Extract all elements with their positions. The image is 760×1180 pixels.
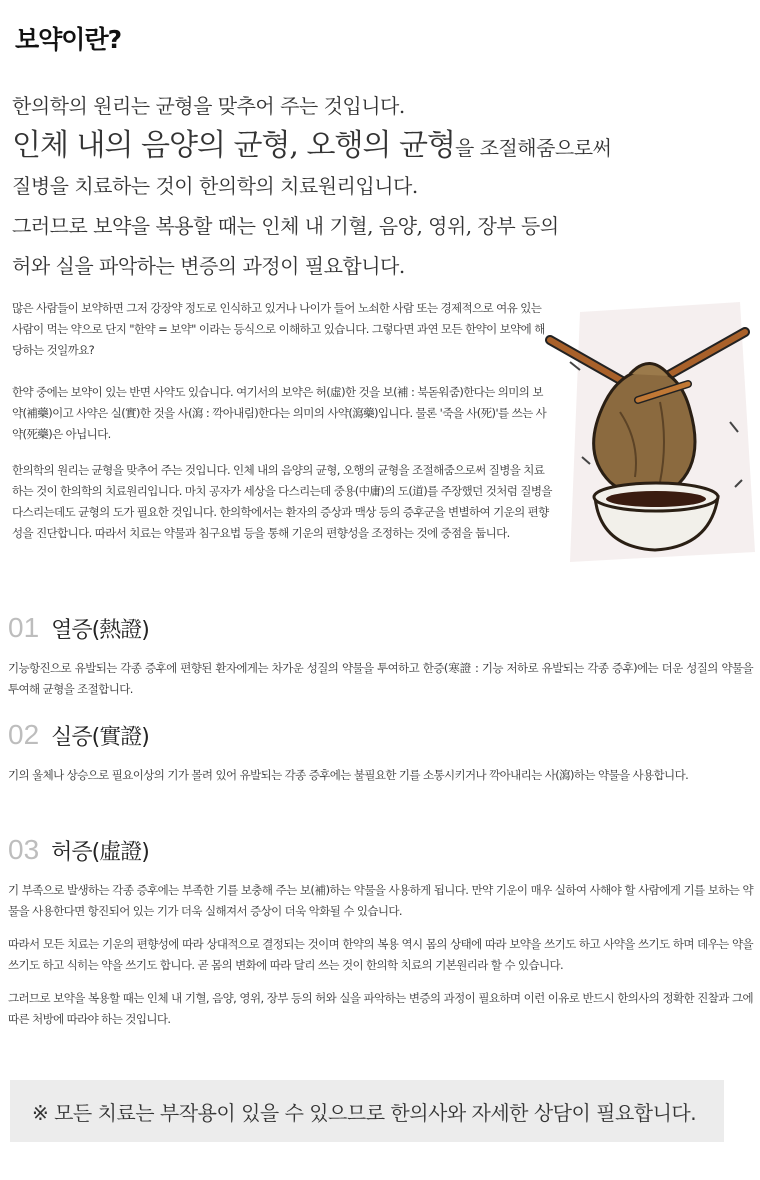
- section-title: 실증(實證): [51, 724, 149, 750]
- intro-line-3: 질병을 치료하는 것이 한의학의 치료원리입니다.: [12, 174, 418, 198]
- section-paragraph: 따라서 모든 치료는 기운의 편향성에 따라 상대적으로 결정되는 것이며 한약의 복용 역시 몸의 상태에 따라 보약을 쓰기도 하고 사약을 쓰기도 하며 데우는 약을 쓰기도 하고 식히는 약을 쓰기도 합니다. 곧 몸의 변화에 따라 달리 쓰는 것이 한의학 치료의 기본원리라 할 수 있습니다.: [8, 937, 753, 972]
- section-title: 허증(虛證): [51, 839, 149, 865]
- intro-line-2-tail: 을 조절해줌으로써: [454, 136, 612, 160]
- section-paragraph: 기능항진으로 유발되는 각종 증후에 편향된 환자에게는 차가운 성질의 약물을 투여하고 한증(寒證 : 기능 저하로 유발되는 각종 증후)에는 더운 성질의 약물을 투여해 균형을 조절합니다.: [8, 661, 753, 696]
- intro-emphasis: 인체 내의 음양의 균형, 오행의 균형: [12, 128, 455, 163]
- section-number: 02: [8, 719, 40, 750]
- section-number: 01: [8, 612, 40, 643]
- section-number: 03: [8, 834, 40, 865]
- intro-block: [12, 86, 752, 286]
- paragraph-3: 한의학의 원리는 균형을 맞추어 주는 것입니다. 인체 내의 음양의 균형, 오행의 균형을 조절해줌으로써 질병을 치료하는 것이 한의학의 치료원리입니다. 마치 공자가 세상을 다스리는데 중용(中庸)의 도(道)를 주장했던 것처럼 질병을 다스리는데도 균형의 도가 필요한 것입니다. 한의학에서는 환자의 증상과 맥상 등의 증후군을 변별하여 기운의 편향성을 진단합니다. 따라서 치료는 약물과 침구요법 등을 통해 기운의 편향성을 조정하는 것에 중점을 둡니다.: [12, 463, 552, 540]
- section-title: 열증(熱證): [51, 617, 149, 643]
- intro-line-1: 한의학의 원리는 균형을 맞추어 주는 것입니다.: [12, 94, 405, 118]
- section-paragraph: 그러므로 보약을 복용할 때는 인체 내 기혈, 음양, 영위, 장부 등의 허와 실을 파악하는 변증의 과정이 필요하며 이런 이유로 반드시 한의사의 정확한 진찰과 그에 따른 처방에 따라야 하는 것입니다.: [8, 991, 753, 1026]
- herbal-medicine-illustration: [540, 292, 760, 574]
- intro-line-2: [12, 126, 752, 166]
- page-title: 보약이란?: [15, 25, 122, 54]
- notice-box: [10, 1080, 724, 1142]
- section-paragraph: 기 부족으로 발생하는 각종 증후에는 부족한 기를 보충해 주는 보(補)하는 약물을 사용하게 됩니다. 만약 기운이 매우 실하여 사해야 할 사람에게 기를 보하는 약물을 사용한다면 항진되어 있는 기가 더욱 실해져서 증상이 더욱 악화될 수 있습니다.: [8, 883, 753, 918]
- intro-line-5: 허와 실을 파악하는 변증의 과정이 필요합니다.: [12, 254, 405, 278]
- section-01: [8, 608, 753, 712]
- notice-text: ※ 모든 치료는 부작용이 있을 수 있으므로 한의사와 자세한 상담이 필요합니다.: [32, 1100, 697, 1125]
- paragraph-2: 한약 중에는 보약이 있는 반면 사약도 있습니다. 여기서의 보약은 허(虛)한 것을 보(補 : 북돋워줌)한다는 의미의 보약(補藥)이고 사약은 실(實)한 것을 사(瀉 : 깍아내림)한다는 의미의 사약(瀉藥)입니다. 물론 '죽을 사(死)'를 쓰는 사약(死藥)은 아닙니다.: [12, 385, 547, 441]
- section-03: [8, 830, 753, 1042]
- section-02: [8, 715, 753, 798]
- intro-line-4: 그러므로 보약을 복용할 때는 인체 내 기혈, 음양, 영위, 장부 등의: [12, 214, 559, 238]
- paragraph-1: 많은 사람들이 보약하면 그저 강장약 정도로 인식하고 있거나 나이가 들어 노쇠한 사람 또는 경제적으로 여유 있는 사람이 먹는 약으로 단지 "한약 = 보약" 이라는 등식으로 이해하고 있습니다. 그렇다면 과연 모든 한약이 보약에 해당하는 것일까요?: [12, 301, 545, 357]
- section-paragraph: 기의 울체나 상승으로 필요이상의 기가 몰려 있어 유발되는 각종 증후에는 불필요한 기를 소통시키거나 깍아내리는 사(瀉)하는 약물을 사용합니다.: [8, 768, 689, 782]
